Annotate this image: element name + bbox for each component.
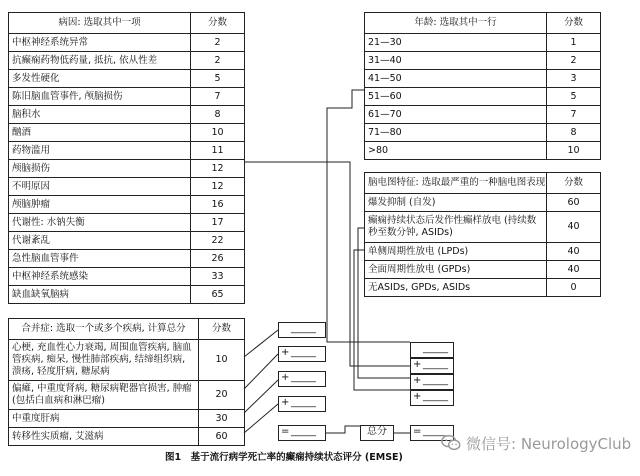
total-blank-4[interactable]: + _____ — [410, 390, 454, 406]
comorbidity-row-label: 心梗, 充血性心力衰竭, 周围血管疾病, 脑血管疾病, 痴呆, 慢性肺部疾病, 结缔组织病, 溃疡, 轻度肝病, 糖尿病 — [9, 340, 199, 381]
comorbidity-row-label: 偏瘫, 中重度肾病, 糖尿病靶器官损害, 肿瘤 (包括白血病和淋巴瘤) — [9, 381, 199, 410]
age-row-label: 31—40 — [365, 52, 547, 70]
eeg-row-score: 60 — [547, 194, 601, 212]
eeg-connector-2 — [354, 250, 410, 390]
eeg-connector — [358, 228, 410, 378]
total-label: 总分 — [367, 426, 387, 437]
etiology-row-score: 26 — [191, 250, 245, 268]
etiology-row-label: 抗癫痫药物低药量, 抵抗, 依从性差 — [9, 52, 191, 70]
age-connector — [327, 90, 410, 342]
comorbidity-blank-1[interactable]: _____ — [278, 322, 326, 338]
etiology-row-label: 多发性硬化 — [9, 70, 191, 88]
comorbidity-blank-2[interactable]: + _____ — [278, 346, 326, 362]
age-row-label: 21—30 — [365, 34, 547, 52]
eeg-header: 脑电图特征: 选取最严重的一种脑电图表现 — [365, 173, 547, 194]
age-row-score: 1 — [547, 34, 601, 52]
age-row-label: 71—80 — [365, 124, 547, 142]
watermark-text: 微信号: NeurologyClub — [466, 434, 632, 453]
comorbidity-row-score: 60 — [199, 428, 245, 446]
age-row-label: 51—60 — [365, 88, 547, 106]
age-header: 年龄: 选取其中一行 — [365, 13, 547, 34]
comorbidity-sum-box[interactable]: = _____ — [278, 425, 326, 441]
eeg-row-score: 40 — [547, 261, 601, 279]
age-row-score: 10 — [547, 142, 601, 160]
etiology-row-label: 中枢神经系统感染 — [9, 268, 191, 286]
age-row-score: 8 — [547, 124, 601, 142]
etiology-row-score: 5 — [191, 70, 245, 88]
etiology-row-label: 颅脑损伤 — [9, 160, 191, 178]
etiology-row-score: 2 — [191, 52, 245, 70]
total-blank-2[interactable]: + _____ — [410, 358, 454, 374]
total-score-box[interactable]: = _____ — [410, 425, 454, 441]
total-label-box — [360, 425, 394, 441]
etiology-row-score: 33 — [191, 268, 245, 286]
etiology-row-score: 65 — [191, 286, 245, 304]
etiology-row-score: 11 — [191, 142, 245, 160]
etiology-row-score: 8 — [191, 106, 245, 124]
comorbidity-row-label: 中重度肝病 — [9, 410, 199, 428]
comorb-sum-connector — [326, 426, 360, 433]
age-row-score: 2 — [547, 52, 601, 70]
etiology-row-score: 12 — [191, 160, 245, 178]
age-row-label: 61—70 — [365, 106, 547, 124]
etiology-row-label: 缺血缺氧脑病 — [9, 286, 191, 304]
etiology-row-score: 10 — [191, 124, 245, 142]
etiology-row-label: 急性脑血管事件 — [9, 250, 191, 268]
etiology-row-label: 代谢紊乱 — [9, 232, 191, 250]
etiology-row-label: 酗酒 — [9, 124, 191, 142]
eeg-row-score: 0 — [547, 279, 601, 297]
etiology-row-score: 16 — [191, 196, 245, 214]
total-blank-3[interactable]: + _____ — [410, 374, 454, 390]
etiology-row-label: 药物滥用 — [9, 142, 191, 160]
comorbidity-blank-4[interactable]: + _____ — [278, 396, 326, 412]
eeg-row-score: 40 — [547, 243, 601, 261]
etiology-row-score: 17 — [191, 214, 245, 232]
eeg-row-label: 单侧周期性放电 (LPDs) — [365, 243, 547, 261]
comorbidity-row-score: 10 — [199, 340, 245, 381]
age-row-label: 41—50 — [365, 70, 547, 88]
comorbidity-row-score: 20 — [199, 381, 245, 410]
eeg-row-label: 无ASIDs, GPDs, ASIDs — [365, 279, 547, 297]
etiology-row-label: 代谢性: 水钠失衡 — [9, 214, 191, 232]
comorbidity-row-score: 30 — [199, 410, 245, 428]
etiology-row-label: 不明原因 — [9, 178, 191, 196]
etiology-header: 病因: 选取其中一项 — [9, 13, 191, 34]
etiology-row-label: 颅脑肿瘤 — [9, 196, 191, 214]
eeg-score-header: 分数 — [547, 173, 601, 194]
comorbidity-row-label: 转移性实质瘤, 艾滋病 — [9, 428, 199, 446]
figure-caption: 图1 基于流行病学死亡率的癫痫持续状态评分 (EMSE) — [165, 452, 403, 463]
comorbidity-blank-3[interactable]: + _____ — [278, 371, 326, 387]
eeg-row-label: 全面周期性放电 (GPDs) — [365, 261, 547, 279]
etiology-row-score: 2 — [191, 34, 245, 52]
watermark — [440, 432, 631, 454]
etiology-row-label: 脑积水 — [9, 106, 191, 124]
comorb-connector-2 — [244, 354, 278, 389]
age-row-score: 3 — [547, 70, 601, 88]
comorbidity-header: 合并症: 选取一个或多个疾病, 计算总分 — [9, 319, 199, 340]
age-score-header: 分数 — [547, 13, 601, 34]
eeg-row-label: 爆发抑制 (自发) — [365, 194, 547, 212]
etiology-row-label: 中枢神经系统异常 — [9, 34, 191, 52]
eeg-row-label: 癫痫持续状态后发作性癫样放电 (持续数秒至数分钟, ASIDs) — [365, 212, 547, 243]
etiology-row-label: 陈旧脑血管事件, 颅脑损伤 — [9, 88, 191, 106]
age-row-label: >80 — [365, 142, 547, 160]
age-row-score: 7 — [547, 106, 601, 124]
etiology-row-score: 22 — [191, 232, 245, 250]
comorb-connector-1 — [244, 330, 278, 357]
total-blank-1[interactable]: _____ — [410, 342, 454, 358]
etiology-score-header: 分数 — [191, 13, 245, 34]
age-row-score: 5 — [547, 88, 601, 106]
comorbidity-score-header: 分数 — [199, 319, 245, 340]
wechat-icon — [440, 432, 462, 454]
etiology-row-score: 7 — [191, 88, 245, 106]
etiology-row-score: 12 — [191, 178, 245, 196]
eeg-row-score: 40 — [547, 212, 601, 243]
